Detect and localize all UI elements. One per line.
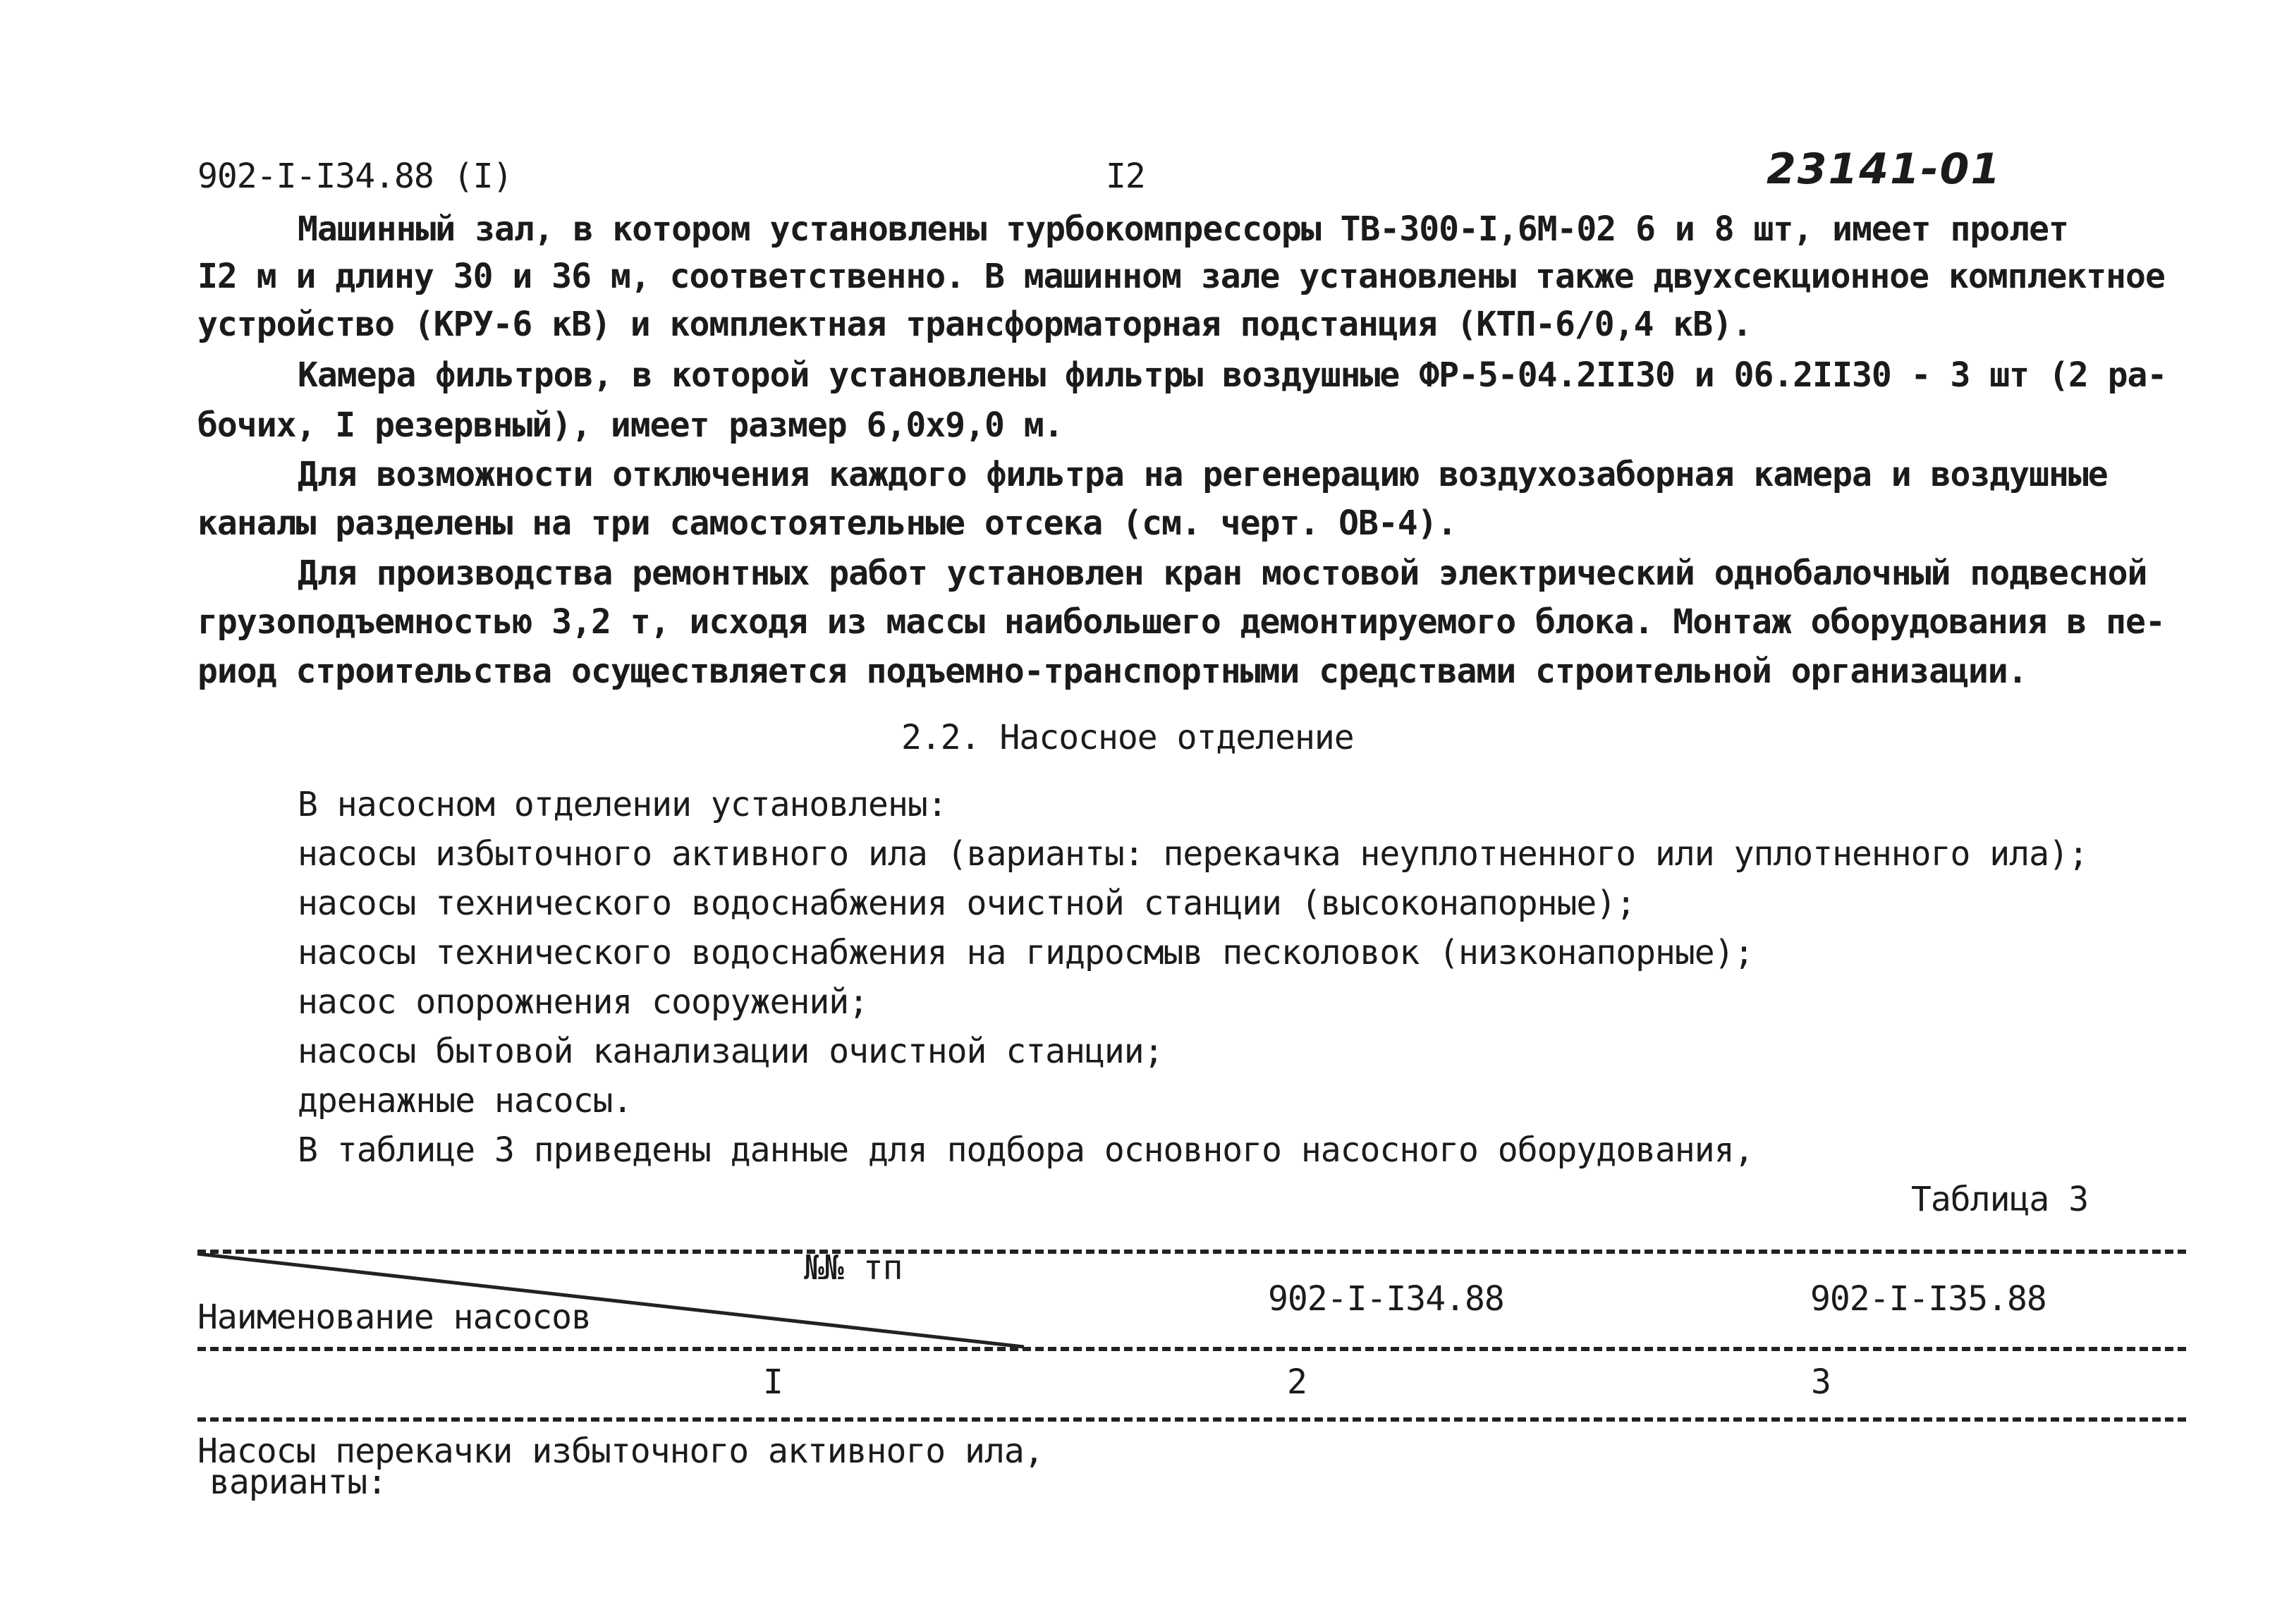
- table-col-number: 3: [1811, 1362, 1831, 1402]
- table-row-label: Насосы перекачки избыточного активного ила,: [197, 1431, 1044, 1471]
- paragraph-line: I2 м и длину 30 и 36 м, соответственно. В машинном зале установлены также двухсекционное комплектное: [197, 257, 2165, 296]
- table-rule-header: [197, 1347, 2186, 1351]
- handwritten-number: 23141-01: [1767, 145, 2002, 194]
- paragraph-line: Для возможности отключения каждого фильтра на регенерацию воздухозаборная камера и воздушные: [298, 455, 2108, 494]
- table-col-number: I: [763, 1362, 783, 1402]
- section-title: 2.2. Насосное отделение: [901, 718, 1354, 757]
- paragraph-line: каналы разделены на три самостоятельные отсека (см. черт. ОВ-4).: [197, 503, 1457, 543]
- list-item: насосы технического водоснабжения очистной станции (высоконапорные);: [298, 884, 1636, 923]
- paragraph-line: Для производства ремонтных работ установлен кран мостовой электрический однобалочный подвесной: [298, 554, 2147, 593]
- page-number: I2: [1106, 157, 1145, 196]
- list-item: дренажные насосы.: [298, 1081, 633, 1121]
- paragraph-line: устройство (КРУ-6 кВ) и комплектная трансформаторная подстанция (КТП-6/0,4 кВ).: [197, 305, 1752, 344]
- paragraph-line: Камера фильтров, в которой установлены фильтры воздушные ФР-5-04.2II30 и 06.2II30 - 3 шт (2 ра-: [298, 355, 2167, 395]
- paragraph-line: Машинный зал, в котором установлены турбокомпрессоры ТВ-300-I,6М-02 6 и 8 шт, имеет пролет: [298, 209, 2068, 249]
- list-item: насосы технического водоснабжения на гидросмыв песколовок (низконапорные);: [298, 933, 1754, 972]
- paragraph-line: риод строительства осуществляется подъемно-транспортными средствами строительной организации.: [197, 652, 2027, 691]
- table-col-number: 2: [1287, 1362, 1307, 1402]
- table-col3-header: 902-I-I35.88: [1810, 1279, 2046, 1319]
- list-item: насосы избыточного активного ила (варианты: перекачка неуплотненного или уплотненного ила);: [298, 834, 2088, 874]
- table-row-label: варианты:: [209, 1463, 387, 1502]
- table-corner-top: №№ тп: [804, 1248, 903, 1288]
- table-rule-numbers: [197, 1417, 2186, 1422]
- list-item: насосы бытовой канализации очистной станции;: [298, 1032, 1164, 1071]
- table-intro: В таблице 3 приведены данные для подбора основного насосного оборудования,: [298, 1130, 1754, 1170]
- document-code: 902-I-I34.88 (I): [197, 157, 513, 196]
- list-intro: В насосном отделении установлены:: [298, 785, 947, 824]
- table-col2-header: 902-I-I34.88: [1268, 1279, 1504, 1319]
- paragraph-line: грузоподъемностью 3,2 т, исходя из массы наибольшего демонтируемого блока. Монтаж оборудования в пе-: [197, 602, 2165, 642]
- table-corner-bottom: Наименование насосов: [197, 1298, 591, 1337]
- list-item: насос опорожнения сооружений;: [298, 982, 869, 1022]
- paragraph-line: бочих, I резервный), имеет размер 6,0х9,0 м.: [197, 405, 1063, 445]
- table-caption: Таблица 3: [1911, 1180, 2089, 1219]
